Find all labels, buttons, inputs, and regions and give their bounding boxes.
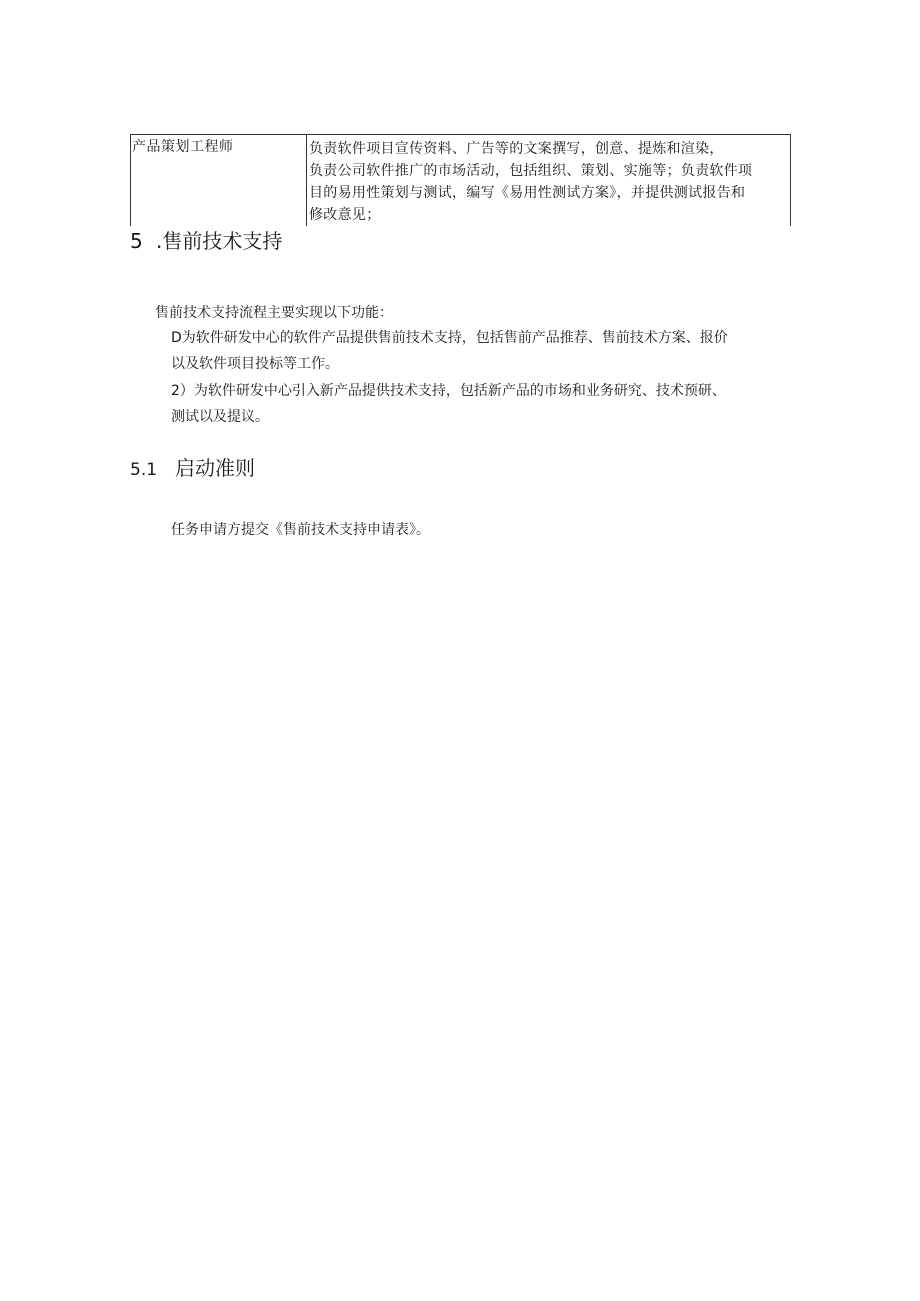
- list-item-line: D为软件研发中心的软件产品提供售前技术支持，包括售前产品推荐、售前技术方案、报价: [171, 330, 728, 346]
- section-title: .售前技术支持: [156, 229, 283, 253]
- body-paragraph: 任务申请方提交《售前技术支持申请表》。: [171, 522, 430, 538]
- section-number: 5: [130, 229, 143, 253]
- list-item: [171, 325, 791, 377]
- role-table: [130, 134, 791, 226]
- role-cell: 产品策划工程师: [131, 135, 307, 226]
- duty-line: 负责软件项目宣传资料、广告等的文案撰写，创意、提炼和渲染，: [309, 141, 724, 157]
- list-item: [171, 378, 791, 430]
- list-item-line: 以及软件项目投标等工作。: [171, 356, 339, 372]
- intro-paragraph: 售前技术支持流程主要实现以下功能：: [155, 305, 393, 321]
- duty-line: 目的易用性策划与测试，编写《易用性测试方案》，并提供测试报告和: [309, 185, 746, 201]
- duty-cell: [307, 135, 790, 226]
- list-item-line: 2）为软件研发中心引入新产品提供技术支持，包括新产品的市场和业务研究、技术预研、: [171, 383, 726, 399]
- duty-line: 负责公司软件推广的市场活动，包括组织、策划、实施等；负责软件项: [309, 163, 753, 179]
- subsection-heading: [130, 453, 255, 485]
- section-heading: [130, 226, 282, 256]
- subsection-title: 启动准则: [175, 456, 255, 480]
- duty-line: 修改意见；: [309, 207, 381, 223]
- list-item-line: 测试以及提议。: [171, 409, 269, 425]
- subsection-number: 5.1: [130, 460, 158, 480]
